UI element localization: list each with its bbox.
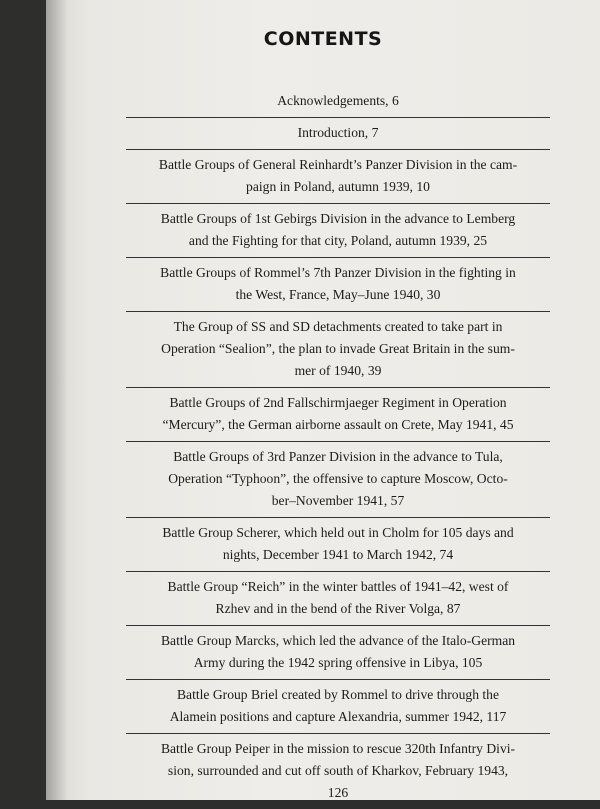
toc-entry-line: Battle Groups of 1st Gebirgs Division in the advance to Lemberg (160, 211, 516, 226)
toc-entry-line: Operation “Sealion”, the plan to invade Great Britain in the sum- (161, 341, 515, 356)
toc-entry-line: Operation “Typhoon”, the offensive to capture Moscow, Octo- (168, 471, 508, 486)
toc-entry-line: “Mercury”, the German airborne assault on Crete, May 1941, 45 (162, 417, 514, 432)
toc-entry-line: Rzhev and in the bend of the River Volga, 87 (215, 601, 461, 616)
toc-entry-line: Battle Groups of 2nd Fallschirmjaeger Regiment in Operation (169, 395, 507, 410)
toc-entry-line: Army during the 1942 spring offensive in Libya, 105 (193, 655, 483, 670)
toc-entry (126, 626, 550, 680)
toc-entry (126, 680, 550, 734)
toc-entry-line: Battle Groups of Rommel’s 7th Panzer Division in the fighting in (160, 265, 516, 280)
toc-entry (126, 442, 550, 518)
table-of-contents (126, 86, 550, 809)
book-page (46, 0, 600, 800)
toc-entry-line: the West, France, May–June 1940, 30 (235, 287, 441, 302)
toc-entry-line: Introduction, 7 (297, 125, 379, 140)
toc-entry (126, 150, 550, 204)
toc-entry (126, 86, 550, 118)
toc-entry-line: Alamein positions and capture Alexandria, summer 1942, 117 (169, 709, 507, 724)
toc-entry-line: and the Fighting for that city, Poland, autumn 1939, 25 (188, 233, 488, 248)
toc-entry (126, 518, 550, 572)
spine-shadow (46, 0, 68, 800)
toc-entry-line: Battle Groups of 3rd Panzer Division in the advance to Tula, (173, 449, 503, 464)
toc-entry-line: sion, surrounded and cut off south of Kharkov, February 1943, (167, 763, 509, 778)
toc-entry-line: Battle Group “Reich” in the winter battles of 1941–42, west of (167, 579, 509, 594)
toc-entry-line: 126 (327, 785, 349, 800)
toc-entry-line: Battle Group Scherer, which held out in Cholm for 105 days and (162, 525, 514, 540)
toc-entry (126, 118, 550, 150)
toc-entry-line: mer of 1940, 39 (294, 363, 382, 378)
toc-entry-line: Battle Groups of General Reinhardt’s Panzer Division in the cam- (158, 157, 518, 172)
toc-entry (126, 258, 550, 312)
toc-entry (126, 734, 550, 809)
toc-entry-line: nights, December 1941 to March 1942, 74 (222, 547, 454, 562)
toc-entry (126, 572, 550, 626)
toc-entry (126, 204, 550, 258)
toc-entry-line: Battle Group Peiper in the mission to rescue 320th Infantry Divi- (160, 741, 516, 756)
toc-entry-line: Acknowledgements, 6 (277, 93, 399, 108)
toc-entry-line: Battle Group Marcks, which led the advance of the Italo-German (160, 633, 516, 648)
page-title: CONTENTS (263, 28, 383, 50)
toc-entry-line: Battle Group Briel created by Rommel to drive through the (176, 687, 499, 702)
toc-entry-line: The Group of SS and SD detachments created to take part in (173, 319, 503, 334)
toc-entry (126, 388, 550, 442)
toc-entry (126, 312, 550, 388)
toc-entry-line: paign in Poland, autumn 1939, 10 (246, 179, 430, 194)
toc-entry-line: ber–November 1941, 57 (271, 493, 405, 508)
